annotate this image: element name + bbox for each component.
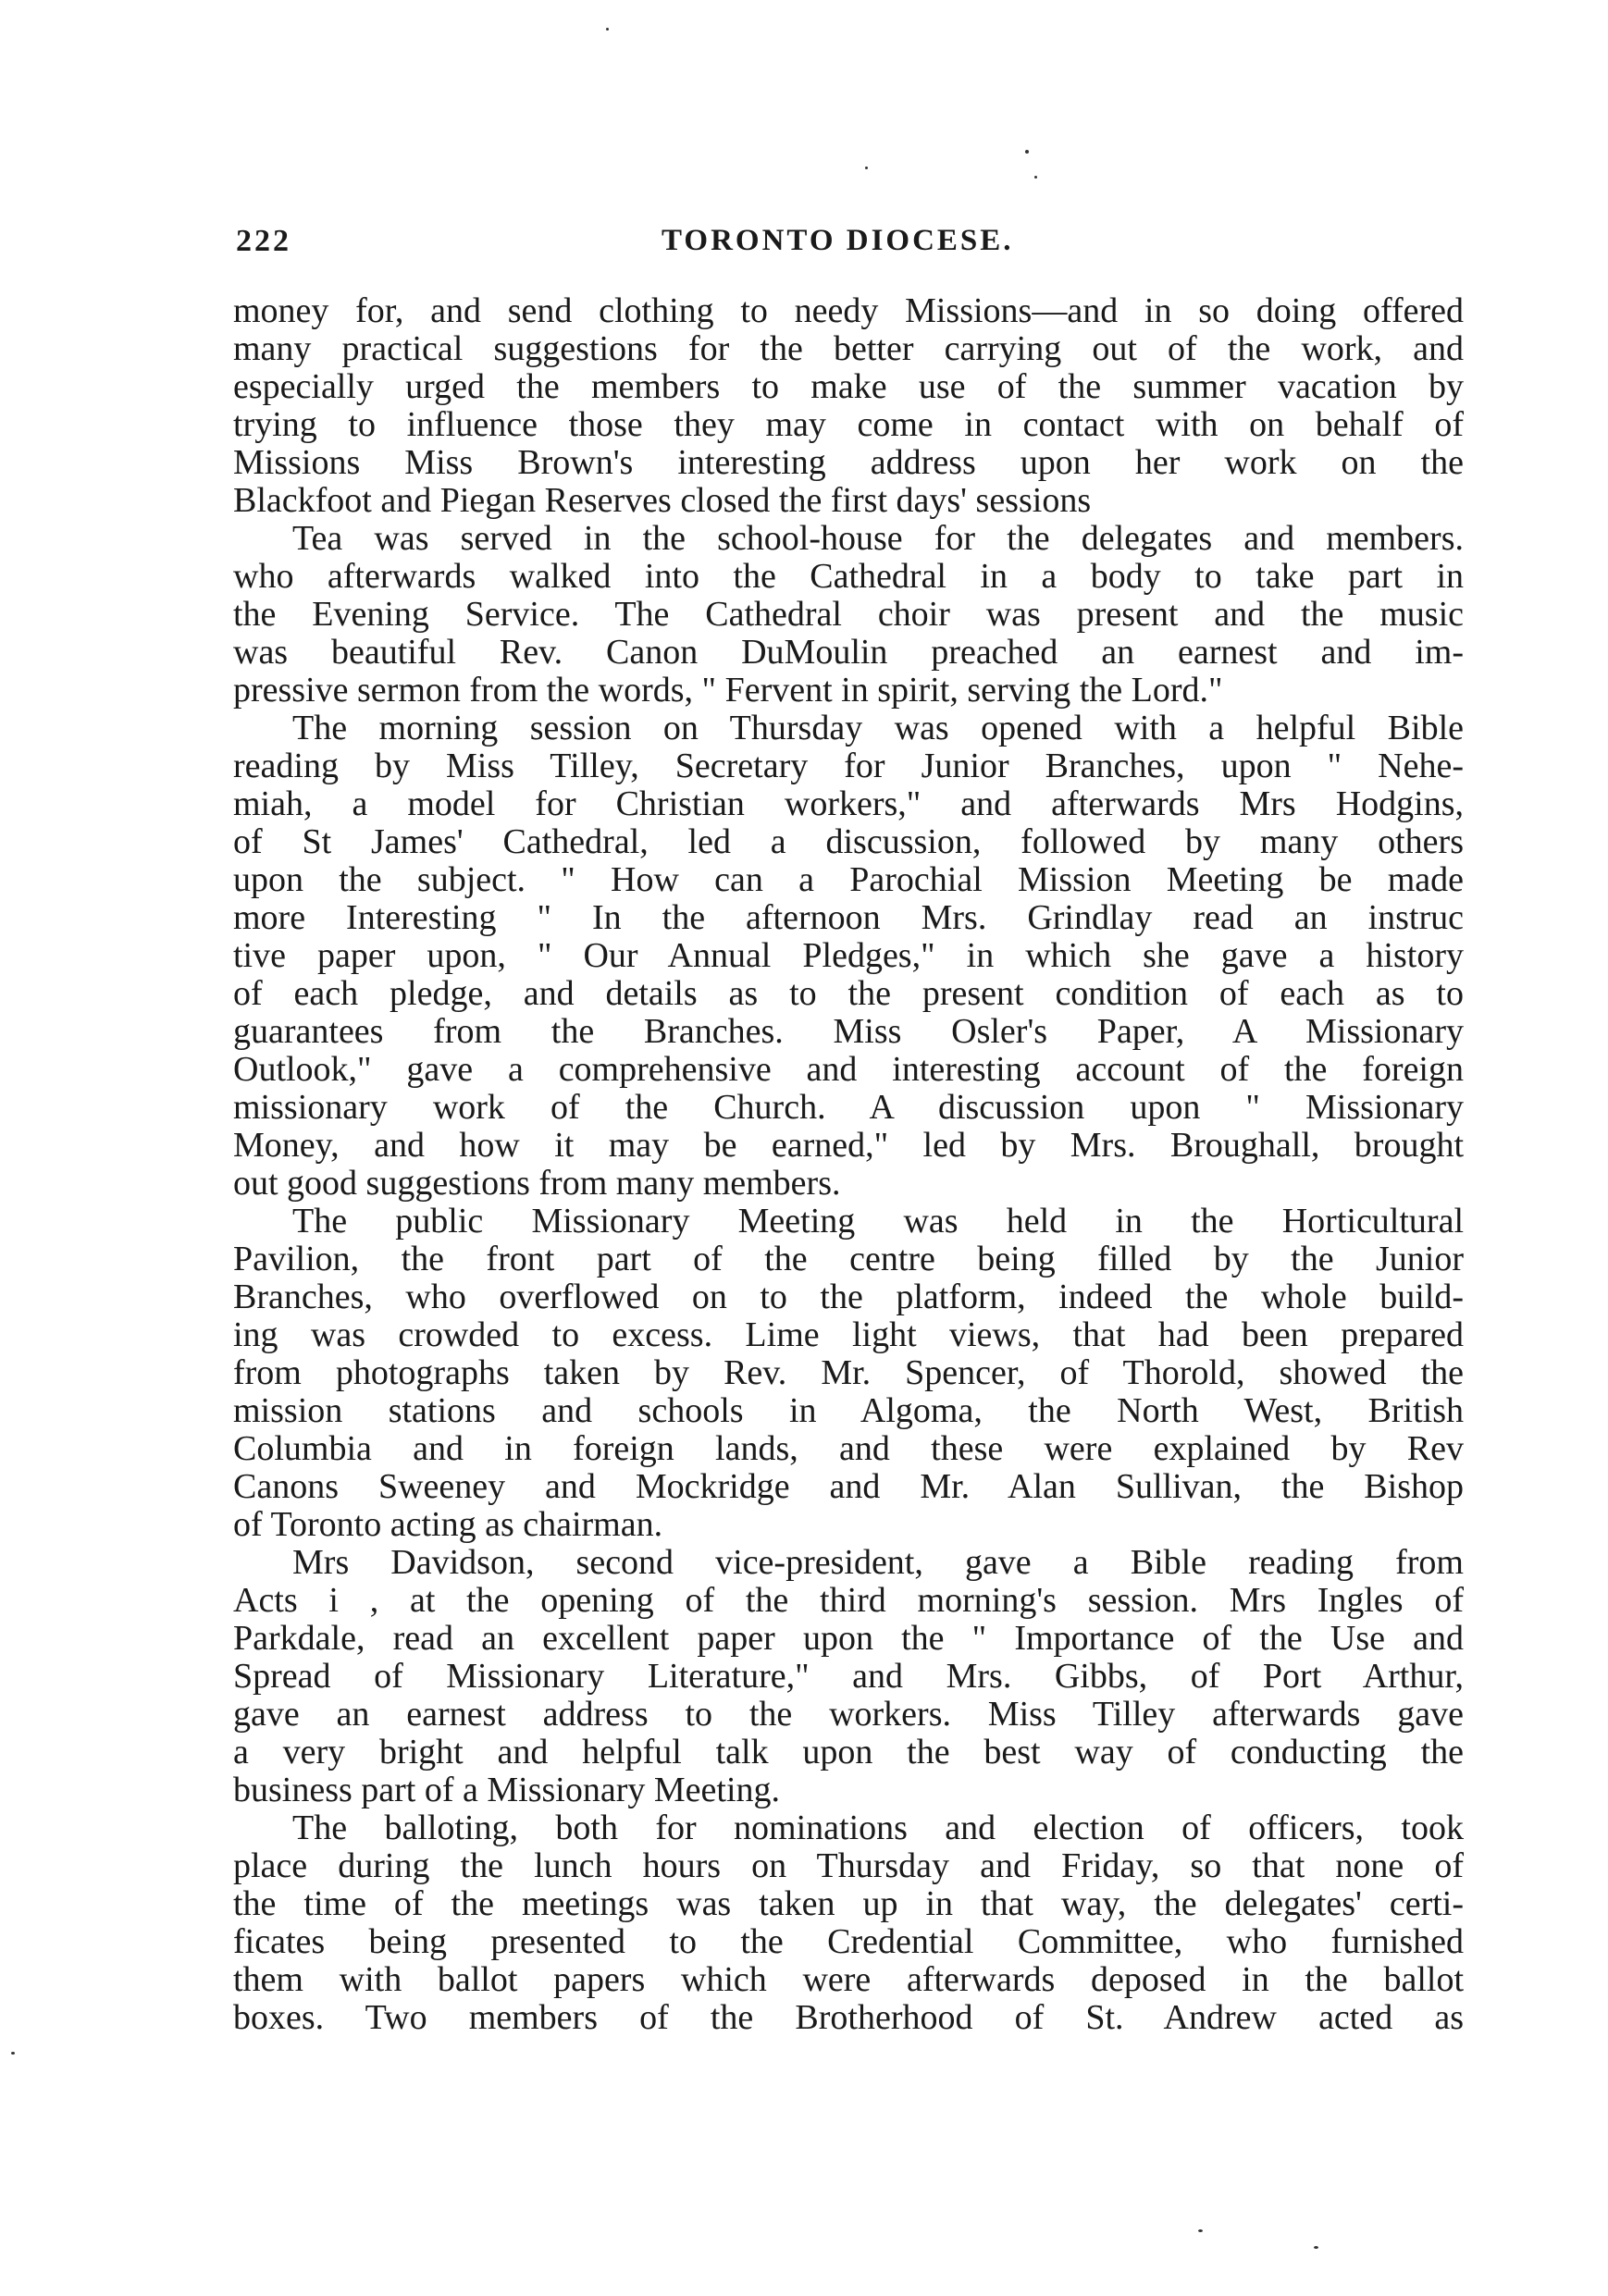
text-line: more Interesting " In the afternoon Mrs. Grindlay read an instruc (233, 899, 1464, 937)
text-line: the Evening Service. The Cathedral choir was present and the music (233, 596, 1464, 634)
text-line: The morning session on Thursday was opened with a helpful Bible (292, 710, 1464, 747)
text-line: of each pledge, and details as to the present condition of each as to (233, 975, 1464, 1013)
text-line: The public Missionary Meeting was held in the Horticultural (292, 1203, 1464, 1241)
text-line: Tea was served in the school-house for the delegates and members. (292, 520, 1464, 558)
body-text (233, 292, 1464, 2037)
text-line: gave an earnest address to the workers. Miss Tilley afterwards gave (233, 1696, 1464, 1734)
text-line: of St James' Cathedral, led a discussion, followed by many others (233, 823, 1464, 861)
text-line: Mrs Davidson, second vice-president, gave a Bible reading from (292, 1544, 1464, 1582)
text-line: miah, a model for Christian workers," and afterwards Mrs Hodgins, (233, 785, 1464, 823)
text-line: who afterwards walked into the Cathedral in a body to take part in (233, 558, 1464, 596)
text-line: a very bright and helpful talk upon the best way of conducting the (233, 1734, 1464, 1771)
text-line: guarantees from the Branches. Miss Osler's Paper, A Missionary (233, 1013, 1464, 1051)
text-line: Blackfoot and Piegan Reserves closed the first days' sessions (233, 482, 1092, 520)
text-line: Pavilion, the front part of the centre being filled by the Junior (233, 1241, 1464, 1278)
text-line: Acts i , at the opening of the third morning's session. Mrs Ingles of (233, 1582, 1464, 1620)
text-line: tive paper upon, " Our Annual Pledges," in which she gave a history (233, 937, 1464, 975)
text-line: Canons Sweeney and Mockridge and Mr. Alan Sullivan, the Bishop (233, 1468, 1464, 1506)
text-line: pressive sermon from the words, " Fervent in spirit, serving the Lord." (233, 672, 1223, 710)
text-line: from photographs taken by Rev. Mr. Spencer, of Thorold, showed the (233, 1354, 1464, 1392)
scan-speck (606, 28, 609, 31)
text-line: Branches, who overflowed on to the platform, indeed the whole build- (233, 1278, 1464, 1316)
text-line: Parkdale, read an excellent paper upon the " Importance of the Use and (233, 1620, 1464, 1658)
text-line: of Toronto acting as chairman. (233, 1506, 663, 1544)
text-line: Missions Miss Brown's interesting address upon her work on the (233, 444, 1464, 482)
text-line: money for, and send clothing to needy Missions—and in so doing offered (233, 292, 1464, 330)
text-line: reading by Miss Tilley, Secretary for Junior Branches, upon " Nehe- (233, 747, 1464, 785)
text-line: upon the subject. " How can a Parochial Mission Meeting be made (233, 861, 1464, 899)
text-line: boxes. Two members of the Brotherhood of St. Andrew acted as (233, 1999, 1464, 2037)
text-line: missionary work of the Church. A discussion upon " Missionary (233, 1089, 1464, 1127)
text-line: Outlook," gave a comprehensive and interesting account of the foreign (233, 1051, 1464, 1089)
scan-speck (865, 167, 868, 169)
scan-speck (1198, 2229, 1203, 2232)
text-line: place during the lunch hours on Thursday and Friday, so that none of (233, 1847, 1464, 1885)
running-title: TORONTO DIOCESE. (662, 224, 1014, 257)
text-line: ing was crowded to excess. Lime light views, that had been prepared (233, 1316, 1464, 1354)
scan-speck (1314, 2246, 1318, 2249)
text-line: out good suggestions from many members. (233, 1165, 841, 1203)
text-line: Spread of Missionary Literature," and Mrs. Gibbs, of Port Arthur, (233, 1658, 1464, 1696)
text-line: them with ballot papers which were afterwards deposed in the ballot (233, 1961, 1464, 1999)
scan-speck (11, 2052, 15, 2055)
text-line: especially urged the members to make use of the summer vacation by (233, 368, 1464, 406)
text-line: Columbia and in foreign lands, and these were explained by Rev (233, 1430, 1464, 1468)
scan-speck (1034, 176, 1037, 179)
scan-speck (1025, 150, 1029, 154)
page-number: 222 (236, 224, 291, 258)
text-line: business part of a Missionary Meeting. (233, 1771, 781, 1809)
text-line: ficates being presented to the Credential Committee, who furnished (233, 1923, 1464, 1961)
text-line: mission stations and schools in Algoma, the North West, British (233, 1392, 1464, 1430)
text-line: The balloting, both for nominations and election of officers, took (292, 1809, 1464, 1847)
text-line: Money, and how it may be earned," led by Mrs. Broughall, brought (233, 1127, 1464, 1165)
text-line: was beautiful Rev. Canon DuMoulin preached an earnest and im- (233, 634, 1464, 672)
page-header (236, 224, 1457, 270)
text-line: trying to influence those they may come in contact with on behalf of (233, 406, 1464, 444)
text-line: the time of the meetings was taken up in that way, the delegates' certi- (233, 1885, 1464, 1923)
text-line: many practical suggestions for the better carrying out of the work, and (233, 330, 1464, 368)
